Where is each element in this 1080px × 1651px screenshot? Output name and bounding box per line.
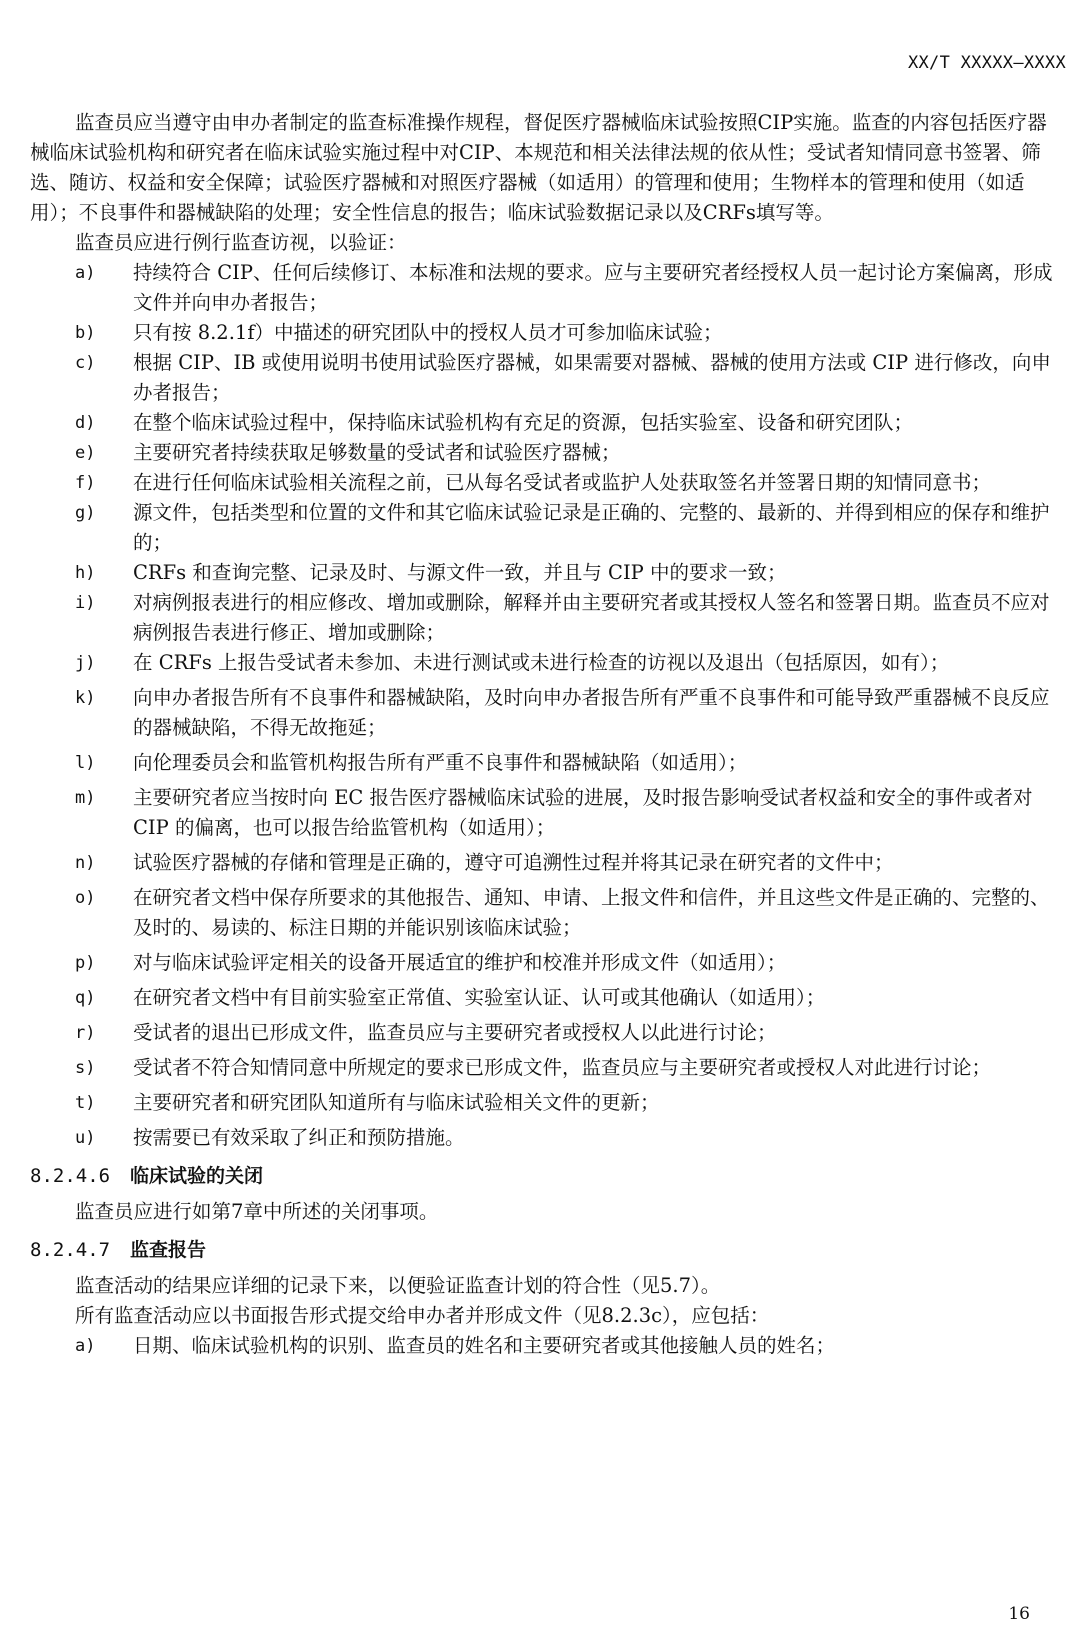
list-item-label: c)	[75, 353, 96, 373]
section-8247-text-2: 所有监查活动应以书面报告形式提交给申办者并形成文件（见8.2.3c），应包括：	[75, 1304, 770, 1327]
page-content	[30, 108, 1065, 1361]
list-item	[30, 1053, 1065, 1083]
list-item-text: 在进行任何临床试验相关流程之前，已从每名受试者或监护人处获取签名并签署日期的知情同意书；	[133, 471, 992, 494]
section-number: 8.2.4.6	[30, 1165, 111, 1187]
list-item	[30, 648, 1065, 678]
list-item-text: 主要研究者应当按时向 EC 报告医疗器械临床试验的进展，及时报告影响受试者权益和安全的事件或者对 CIP 的偏离，也可以报告给监管机构（如适用）；	[133, 786, 1033, 839]
list-item	[30, 348, 1065, 408]
list-item-text: 在研究者文档中有目前实验室正常值、实验室认证、认可或其他确认（如适用）；	[133, 986, 826, 1009]
section-8247-text-1: 监查活动的结果应详细的记录下来，以便验证监查计划的符合性（见5.7）。	[75, 1274, 721, 1297]
list-item-text: 受试者的退出已形成文件，监查员应与主要研究者或授权人以此进行讨论；	[133, 1021, 777, 1044]
list-item-label: k)	[75, 688, 96, 708]
list-item-text: 根据 CIP、IB 或使用说明书使用试验医疗器械，如果需要对器械、器械的使用方法或 CIP 进行修改，向申办者报告；	[133, 351, 1051, 404]
section-number: 8.2.4.7	[30, 1239, 111, 1261]
list-item	[30, 783, 1065, 843]
list-item-text: CRFs 和查询完整、记录及时、与源文件一致，并且与 CIP 中的要求一致；	[133, 561, 787, 584]
list-item-label: t)	[75, 1093, 96, 1113]
list-item-text: 按需要已有效采取了纠正和预防措施。	[133, 1126, 465, 1149]
list-item	[30, 1018, 1065, 1048]
list-item	[30, 558, 1065, 588]
list-item	[30, 683, 1065, 743]
list-item-label: i)	[75, 593, 96, 613]
list-item-label: e)	[75, 443, 96, 463]
section-heading-8247	[30, 1235, 1065, 1265]
intro-paragraph: 监查员应当遵守由申办者制定的监查标准操作规程，督促医疗器械临床试验按照CIP实施。监查的内容包括医疗器械临床试验机构和研究者在临床试验实施过程中对CIP、本规范和相关法律法规的依从性；受试者知情同意书签署、筛选、随访、权益和安全保障；试验医疗器械和对照医疗器械（如适用）的管理和使用；生物样本的管理和使用（如适用）；不良事件和器械缺陷的处理；安全性信息的报告；临床试验数据记录以及CRFs填写等。	[30, 111, 1047, 224]
list-item-label: g)	[75, 503, 96, 523]
list-item-label: s)	[75, 1058, 96, 1078]
list-item-text: 在 CRFs 上报告受试者未参加、未进行测试或未进行检查的访视以及退出（包括原因，如有）；	[133, 651, 950, 674]
list-item	[30, 1123, 1065, 1153]
list-item	[30, 1331, 1065, 1361]
list-item	[30, 468, 1065, 498]
list-item-text: 主要研究者持续获取足够数量的受试者和试验医疗器械；	[133, 441, 621, 464]
list-item	[30, 948, 1065, 978]
list-item-label: b)	[75, 323, 96, 343]
verify-list-top	[30, 258, 1065, 648]
list-item-label: j)	[75, 653, 96, 673]
list-item-text: 主要研究者和研究团队知道所有与临床试验相关文件的更新；	[133, 1091, 660, 1114]
list-item	[30, 258, 1065, 318]
list-item-text: 向伦理委员会和监管机构报告所有严重不良事件和器械缺陷（如适用）；	[133, 751, 748, 774]
report-list	[30, 1331, 1065, 1361]
list-item-label: u)	[75, 1128, 96, 1148]
list-item-label: l)	[75, 753, 96, 773]
list-item-text: 向申办者报告所有不良事件和器械缺陷，及时向申办者报告所有严重不良事件和可能导致严重器械不良反应的器械缺陷，不得无故拖延；	[133, 686, 1050, 739]
list-item	[30, 848, 1065, 878]
section-8246-text: 监查员应进行如第7章中所述的关闭事项。	[75, 1200, 439, 1223]
section-title: 临床试验的关闭	[130, 1165, 264, 1187]
list-item-label: n)	[75, 853, 96, 873]
list-item-text: 源文件，包括类型和位置的文件和其它临床试验记录是正确的、完整的、最新的、并得到相应的保存和维护的；	[133, 501, 1050, 554]
list-item-label: r)	[75, 1023, 96, 1043]
list-item	[30, 1088, 1065, 1118]
list-item-label: a)	[75, 263, 96, 283]
list-item-label: m)	[75, 788, 96, 808]
list-item-text: 持续符合 CIP、任何后续修订、本标准和法规的要求。应与主要研究者经授权人员一起讨论方案偏离，形成文件并向申办者报告；	[133, 261, 1053, 314]
list-item-text: 对病例报表进行的相应修改、增加或删除，解释并由主要研究者或其授权人签名和签署日期。监查员不应对病例报告表进行修正、增加或删除；	[133, 591, 1050, 644]
list-item	[30, 883, 1065, 943]
list-item-text: 只有按 8.2.1f）中描述的研究团队中的授权人员才可参加临床试验；	[133, 321, 723, 344]
list-item-text: 日期、临床试验机构的识别、监查员的姓名和主要研究者或其他接触人员的姓名；	[133, 1334, 836, 1357]
list-item-label: f)	[75, 473, 96, 493]
list-item-text: 在整个临床试验过程中，保持临床试验机构有充足的资源，包括实验室、设备和研究团队；	[133, 411, 914, 434]
document-code: XX/T XXXXX—XXXX	[907, 53, 1066, 73]
verify-list-bottom	[30, 648, 1065, 1153]
list-item	[30, 748, 1065, 778]
list-item-text: 对与临床试验评定相关的设备开展适宜的维护和校准并形成文件（如适用）；	[133, 951, 787, 974]
list-item-text: 试验医疗器械的存储和管理是正确的，遵守可追溯性过程并将其记录在研究者的文件中；	[133, 851, 894, 874]
list-item	[30, 983, 1065, 1013]
list-item-label: h)	[75, 563, 96, 583]
list-item-label: p)	[75, 953, 96, 973]
list-item	[30, 438, 1065, 468]
list-item	[30, 588, 1065, 648]
list-item	[30, 408, 1065, 438]
list-item-label: o)	[75, 888, 96, 908]
list-item	[30, 318, 1065, 348]
list-item	[30, 498, 1065, 558]
list-item-label: d)	[75, 413, 96, 433]
list-item-text: 在研究者文档中保存所要求的其他报告、通知、申请、上报文件和信件，并且这些文件是正确的、完整的、及时的、易读的、标注日期的并能识别该临床试验；	[133, 886, 1050, 939]
list-item-label: a)	[75, 1336, 96, 1356]
list-item-text: 受试者不符合知情同意中所规定的要求已形成文件，监查员应与主要研究者或授权人对此进行讨论；	[133, 1056, 992, 1079]
section-heading-8246	[30, 1161, 1065, 1191]
list-item-label: q)	[75, 988, 96, 1008]
page-number: 16	[1008, 1604, 1030, 1624]
section-title: 监查报告	[130, 1239, 207, 1261]
visit-intro: 监查员应进行例行监查访视，以验证：	[75, 231, 407, 254]
